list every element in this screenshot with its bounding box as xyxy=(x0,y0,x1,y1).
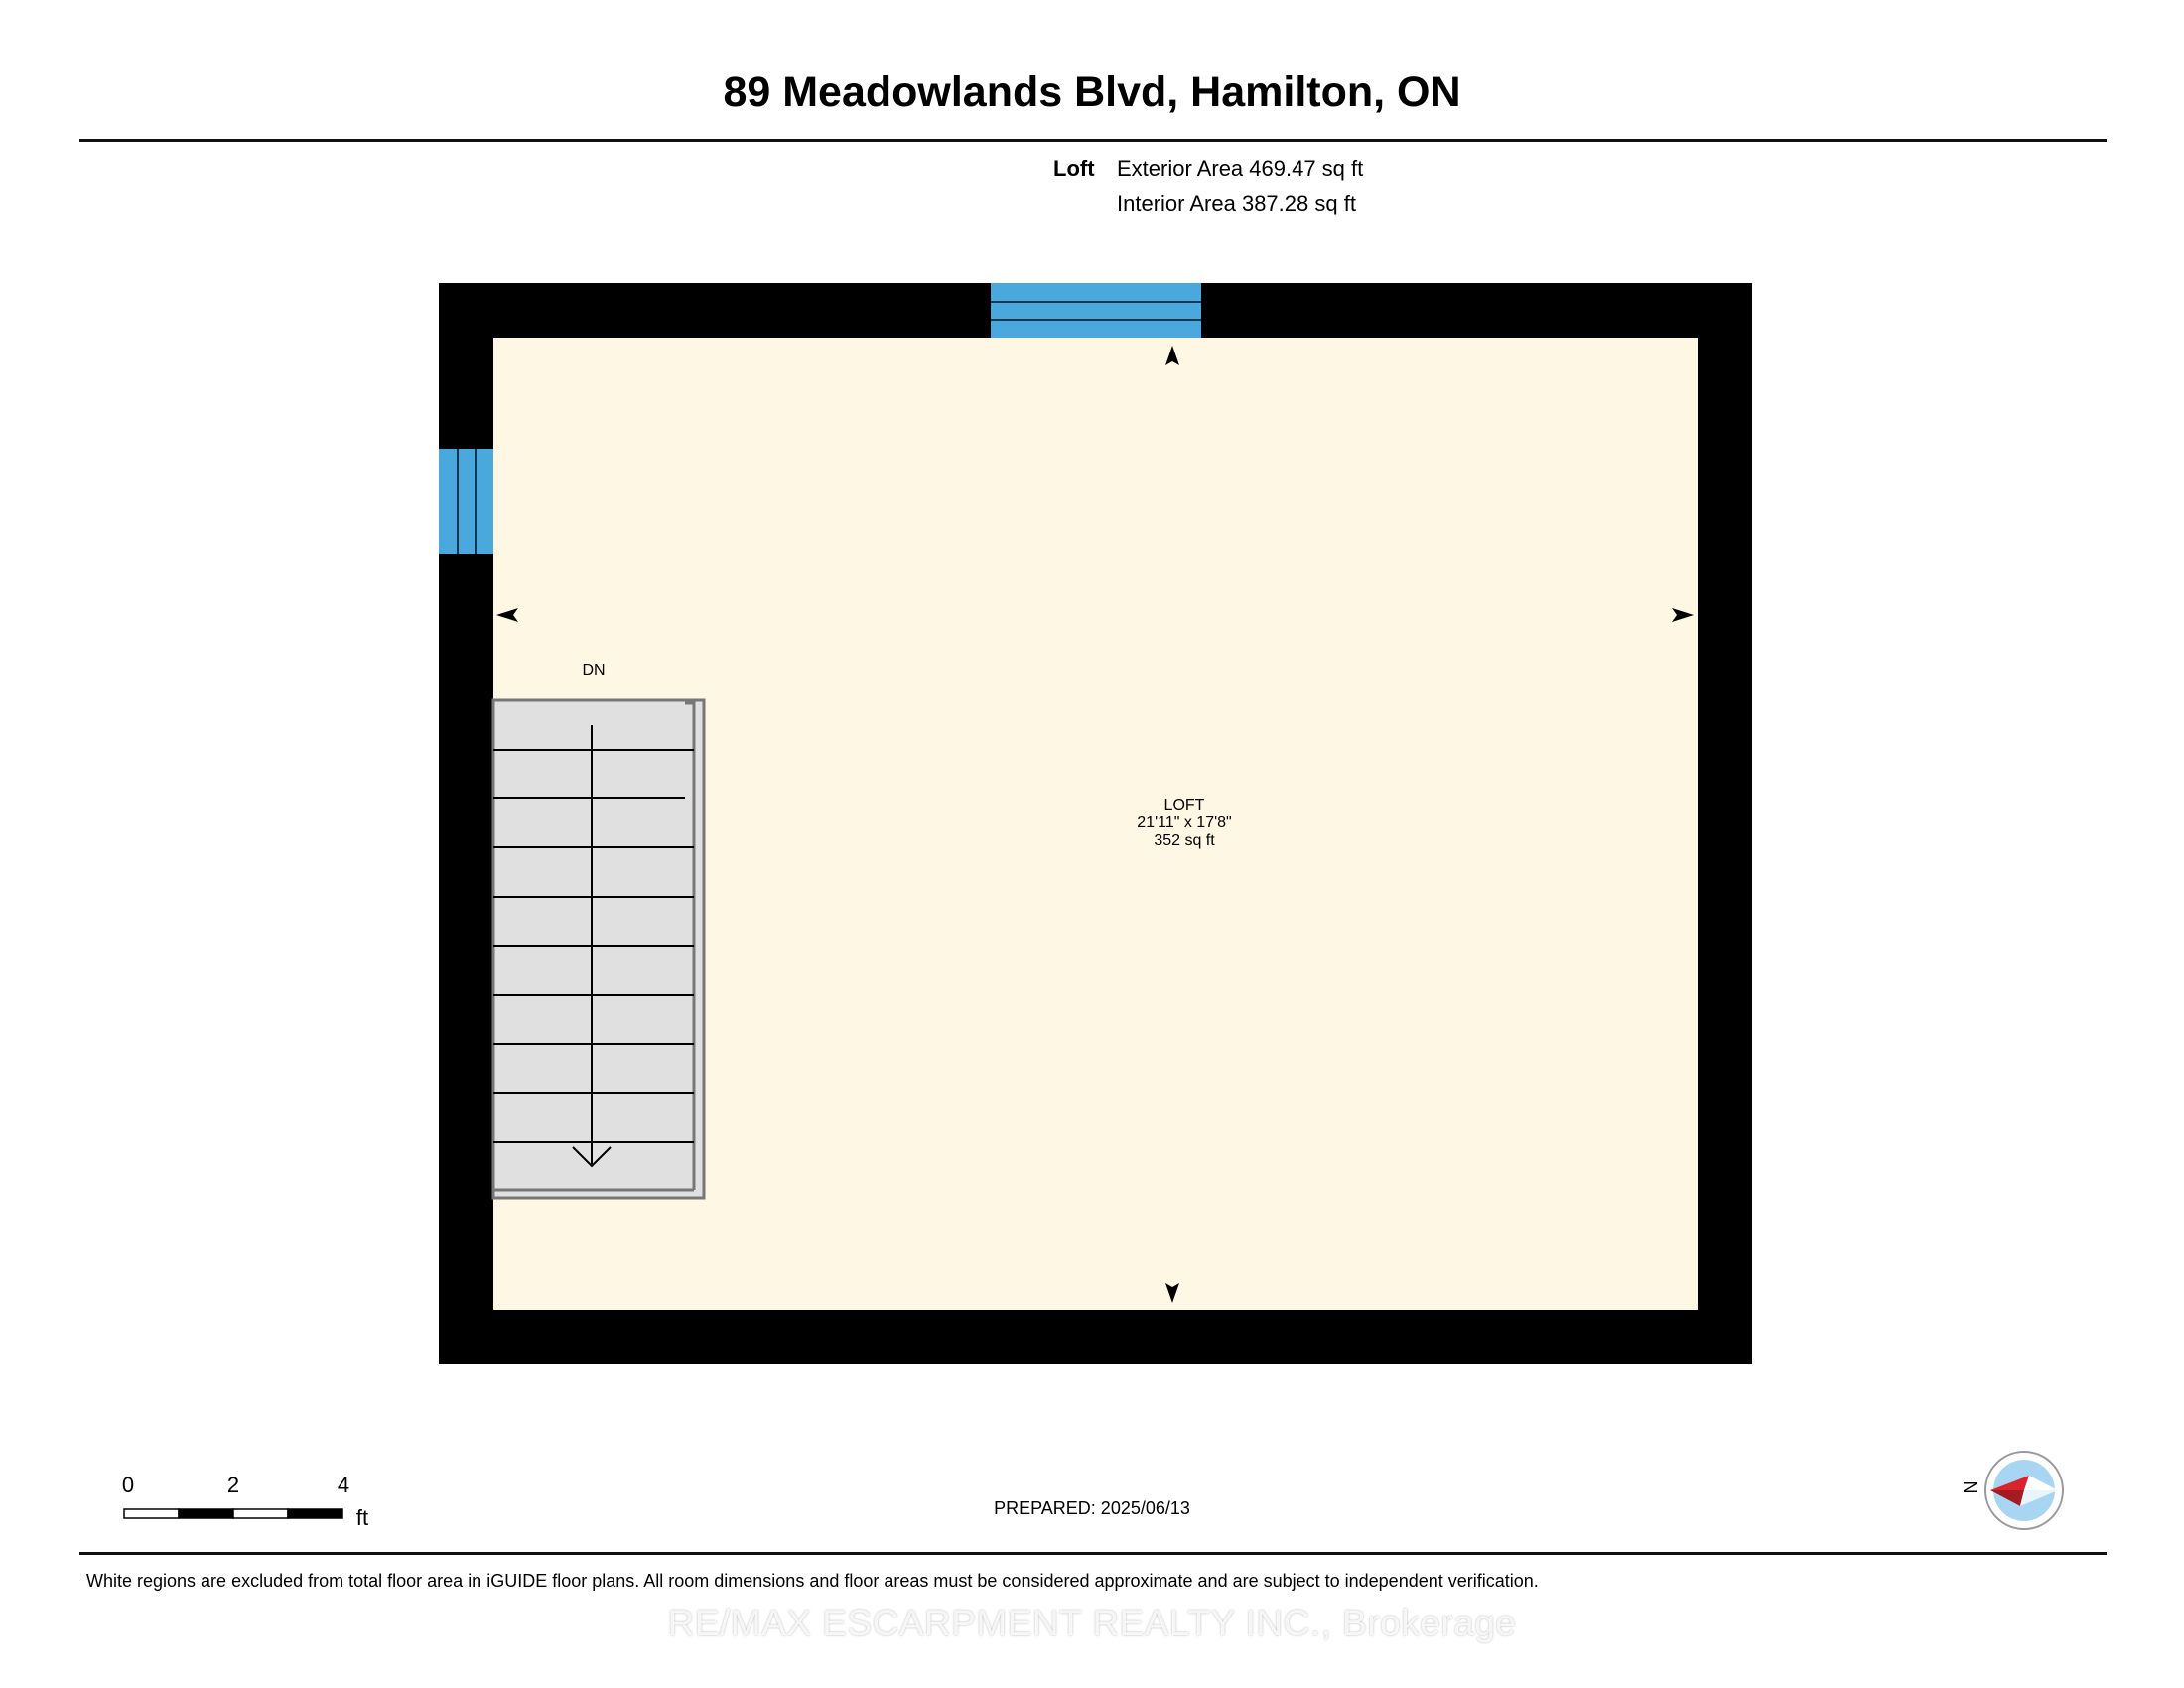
window-left xyxy=(439,449,493,554)
floor-label: Loft xyxy=(1053,156,1095,181)
staircase xyxy=(493,700,704,1198)
disclaimer-text: White regions are excluded from total floor area in iGUIDE floor plans. All room dimensions and floor areas must be considered approximate and are subject to independent verification. xyxy=(86,1571,1539,1591)
interior-area: Interior Area 387.28 sq ft xyxy=(1117,191,1356,215)
scale-tick-2: 2 xyxy=(226,1474,240,1497)
window-top xyxy=(991,283,1201,338)
exterior-area: Exterior Area 469.47 sq ft xyxy=(1117,156,1364,181)
page-title: 89 Meadowlands Blvd, Hamilton, ON xyxy=(723,69,1461,116)
bottom-divider xyxy=(79,1552,2107,1555)
compass-icon xyxy=(1951,1445,2070,1539)
room-area: 352 sq ft xyxy=(1154,832,1215,849)
scale-unit: ft xyxy=(355,1505,369,1530)
room-dimensions: 21'11" x 17'8" xyxy=(1137,814,1232,831)
stairs-label: DN xyxy=(582,662,606,679)
scale-tick-4: 4 xyxy=(337,1474,350,1497)
brokerage-watermark: RE/MAX ESCARPMENT REALTY INC., Brokerage xyxy=(667,1603,1517,1643)
room-name: LOFT xyxy=(1163,797,1205,814)
prepared-date: PREPARED: 2025/06/13 xyxy=(994,1498,1190,1518)
scale-tick-0: 0 xyxy=(121,1474,135,1497)
compass-north-label: N xyxy=(1961,1480,1980,1494)
